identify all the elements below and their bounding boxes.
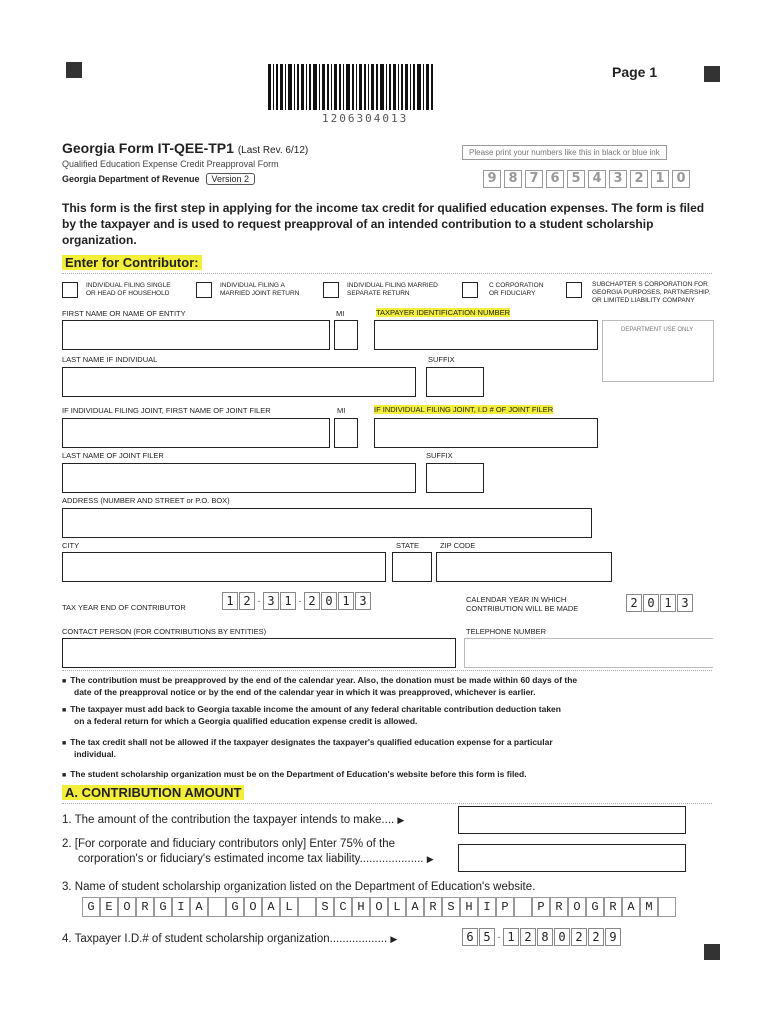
taxpayer-id-label: TAXPAYER IDENTIFICATION NUMBER (376, 308, 511, 317)
checkbox-married-separate[interactable] (323, 282, 339, 298)
zip-label: ZIP CODE (440, 541, 476, 550)
city-input[interactable] (62, 552, 386, 582)
char-cell: G (586, 897, 604, 917)
char-cell: L (388, 897, 406, 917)
digit-cell: 0 (643, 594, 659, 612)
first-name-label: FIRST NAME OR NAME OF ENTITY (62, 309, 186, 318)
digit-cell: 5 (479, 928, 495, 946)
sample-digit: 4 (588, 170, 606, 188)
note-item: ■ The student scholarship organization must be on the Department of Education's website before this form is filed. (62, 769, 712, 781)
taxpayer-id-input[interactable] (374, 320, 598, 350)
joint-id-input[interactable] (374, 418, 598, 448)
city-label: CITY (62, 541, 80, 550)
print-hint: Please print your numbers like this in black or blue ink (462, 145, 667, 160)
digit-cell: 0 (321, 592, 337, 610)
char-cell: H (460, 897, 478, 917)
arrow-icon: ▶ (397, 815, 405, 825)
joint-suffix-input[interactable] (426, 463, 484, 493)
digit-cell: 0 (554, 928, 570, 946)
char-cell: O (244, 897, 262, 917)
zip-input[interactable] (436, 552, 612, 582)
checkbox-c-corporation-label: C CORPORATION OR FIDUCIARY (489, 282, 544, 297)
digit-cell: 3 (355, 592, 371, 610)
calendar-year-label: CALENDAR YEAR IN WHICH CONTRIBUTION WILL BE MADE (466, 595, 579, 613)
joint-id-label: IF INDIVIDUAL FILING JOINT, I.D # OF JOINT FILER (374, 405, 554, 414)
digit-cell: 6 (462, 928, 478, 946)
contributor-heading: Enter for Contributor: (62, 255, 202, 270)
state-input[interactable] (392, 552, 432, 582)
digit-cell: 1 (222, 592, 238, 610)
contact-person-label: CONTACT PERSON (FOR CONTRIBUTIONS BY ENTITIES) (62, 627, 267, 636)
digit-cell: 1 (503, 928, 519, 946)
department-use-box (602, 320, 714, 382)
arrow-icon: ▶ (426, 854, 434, 864)
digit-cell: 1 (660, 594, 676, 612)
note-item: ■ The contribution must be preapproved by the end of the calendar year. Also, the donation must be made within 60 days of the date of the preapproval notice or by the end of the calendar year in which it was preapproved, whichever is earlier. (62, 675, 712, 697)
char-cell: R (136, 897, 154, 917)
char-cell (298, 897, 316, 917)
char-cell: A (406, 897, 424, 917)
contact-person-input[interactable] (62, 638, 456, 668)
digit-cell: 1 (338, 592, 354, 610)
joint-first-name-input[interactable] (62, 418, 330, 448)
sample-digit: 2 (630, 170, 648, 188)
divider (62, 803, 712, 804)
digit-cell: 2 (626, 594, 642, 612)
section-a (62, 784, 712, 804)
char-cell: O (568, 897, 586, 917)
question-1: 1. The amount of the contribution the taxpayer intends to make.... ▶ (62, 814, 405, 826)
char-cell: L (280, 897, 298, 917)
char-cell: O (370, 897, 388, 917)
registration-mark-top-right (704, 66, 720, 82)
char-cell: M (640, 897, 658, 917)
version-badge: Version 2 (206, 173, 256, 185)
char-cell: I (478, 897, 496, 917)
contribution-amount-input[interactable] (458, 806, 686, 834)
char-cell: A (190, 897, 208, 917)
note-item: ■ The taxpayer must add back to Georgia taxable income the amount of any federal charitable contribution deduction taken on a federal return for which a Georgia qualified education expense credit is allowed. (62, 704, 712, 726)
intro-text: This form is the first step in applying for the income tax credit for qualified education expenses. The form is filed by the taxpayer and is used to request preapproval of an intended contribution to a student scholarship organization. (62, 201, 705, 247)
form-subtitle: Qualified Education Expense Credit Preapproval Form (62, 159, 279, 169)
divider (62, 670, 712, 671)
char-cell (208, 897, 226, 917)
contributor-section (62, 254, 712, 274)
checkbox-s-corporation-label: SUBCHAPTER S CORPORATION FOR GEORGIA PURPOSES, PARTNERSHIP, OR LIMITED LIABILITY COMPANY (592, 281, 711, 304)
checkbox-c-corporation[interactable] (462, 282, 478, 298)
char-cell: R (604, 897, 622, 917)
barcode-number: 1206304013 (322, 112, 409, 125)
sample-digit: 1 (651, 170, 669, 188)
digit-cell: 9 (605, 928, 621, 946)
registration-mark-bottom-right (704, 944, 720, 960)
sample-digits (483, 170, 690, 188)
registration-mark-top-left (66, 62, 82, 78)
checkbox-married-separate-label: INDIVIDUAL FILING MARRIED SEPARATE RETURN (347, 282, 438, 297)
char-cell: H (352, 897, 370, 917)
separator: - (257, 596, 261, 606)
sample-digit: 8 (504, 170, 522, 188)
suffix-input[interactable] (426, 367, 484, 397)
last-name-label: LAST NAME IF INDIVIDUAL (62, 355, 158, 364)
department-use-label: DEPARTMENT USE ONLY (621, 327, 694, 333)
separator: - (298, 596, 302, 606)
barcode (268, 64, 435, 110)
question-3: 3. Name of student scholarship organization listed on the Department of Education's website. (62, 881, 536, 893)
digit-cell: 2 (588, 928, 604, 946)
sample-digit: 6 (546, 170, 564, 188)
char-cell: R (424, 897, 442, 917)
checkbox-single-label: INDIVIDUAL FILING SINGLE OR HEAD OF HOUSEHOLD (86, 282, 171, 297)
checkbox-s-corporation[interactable] (566, 282, 582, 298)
scholarship-organization-name-input[interactable] (82, 897, 676, 917)
joint-suffix-label: SUFFIX (426, 451, 453, 460)
char-cell: I (172, 897, 190, 917)
joint-mi-input[interactable] (334, 418, 358, 448)
estimated-liability-input[interactable] (458, 844, 686, 872)
joint-last-name-input[interactable] (62, 463, 416, 493)
department-line: Georgia Department of Revenue Version 2 (62, 173, 308, 185)
digit-cell: 2 (239, 592, 255, 610)
telephone-label: TELEPHONE NUMBER (466, 627, 547, 636)
form-title-block (62, 140, 308, 185)
char-cell: R (550, 897, 568, 917)
digit-cell: 3 (677, 594, 693, 612)
form-title: Georgia Form IT-QEE-TP1 (Last Rev. 6/12) (62, 140, 309, 156)
address-label: ADDRESS (NUMBER AND STREET or P.O. BOX) (62, 496, 230, 505)
question-4: 4. Taxpayer I.D.# of student scholarship organization.................. ▶ (62, 933, 398, 945)
char-cell: A (622, 897, 640, 917)
mi-label: MI (336, 309, 345, 318)
char-cell: A (262, 897, 280, 917)
scholarship-organization-id-input[interactable] (462, 928, 621, 946)
joint-last-name-label: LAST NAME OF JOINT FILER (62, 451, 164, 460)
char-cell (514, 897, 532, 917)
first-name-input[interactable] (62, 320, 330, 350)
digit-cell: 2 (304, 592, 320, 610)
char-cell: P (532, 897, 550, 917)
char-cell: O (118, 897, 136, 917)
suffix-label: SUFFIX (428, 355, 455, 364)
char-cell (658, 897, 676, 917)
mi-input[interactable] (334, 320, 358, 350)
page-label: Page 1 (612, 64, 658, 80)
checkbox-married-joint-label: INDIVIDUAL FILING A MARRIED JOINT RETURN (220, 282, 300, 297)
digit-cell: 8 (537, 928, 553, 946)
sample-digit: 3 (609, 170, 627, 188)
last-name-input[interactable] (62, 367, 416, 397)
calendar-year-input[interactable] (626, 594, 693, 612)
section-a-heading: A. CONTRIBUTION AMOUNT (62, 785, 244, 800)
sample-digit: 9 (483, 170, 501, 188)
char-cell: S (442, 897, 460, 917)
digit-cell: 1 (280, 592, 296, 610)
checkbox-single[interactable] (62, 282, 78, 298)
sample-digit: 5 (567, 170, 585, 188)
digit-cell: 2 (571, 928, 587, 946)
char-cell: G (82, 897, 100, 917)
joint-mi-label: MI (337, 406, 346, 415)
tax-year-end-label: TAX YEAR END OF CONTRIBUTOR (62, 603, 186, 612)
digit-cell: 2 (520, 928, 536, 946)
address-input[interactable] (62, 508, 592, 538)
char-cell: P (496, 897, 514, 917)
sample-digit: 7 (525, 170, 543, 188)
char-cell: G (154, 897, 172, 917)
divider (62, 273, 712, 274)
char-cell: C (334, 897, 352, 917)
tax-year-end-input[interactable] (222, 592, 371, 610)
state-label: STATE (396, 541, 420, 550)
telephone-input[interactable] (464, 638, 713, 668)
separator: - (497, 932, 501, 942)
char-cell: G (226, 897, 244, 917)
digit-cell: 3 (263, 592, 279, 610)
note-item: ■ The tax credit shall not be allowed if the taxpayer designates the taxpayer's qualified education expense for a particular individual. (62, 737, 712, 759)
sample-digit: 0 (672, 170, 690, 188)
char-cell: S (316, 897, 334, 917)
joint-first-name-label: IF INDIVIDUAL FILING JOINT, FIRST NAME OF JOINT FILER (62, 406, 271, 415)
question-2: 2. [For corporate and fiduciary contributors only] Enter 75% of the corporation's or fiduciary's estimated income tax liability.................... ▶ (62, 838, 434, 865)
arrow-icon: ▶ (390, 934, 398, 944)
char-cell: E (100, 897, 118, 917)
checkbox-married-joint[interactable] (196, 282, 212, 298)
